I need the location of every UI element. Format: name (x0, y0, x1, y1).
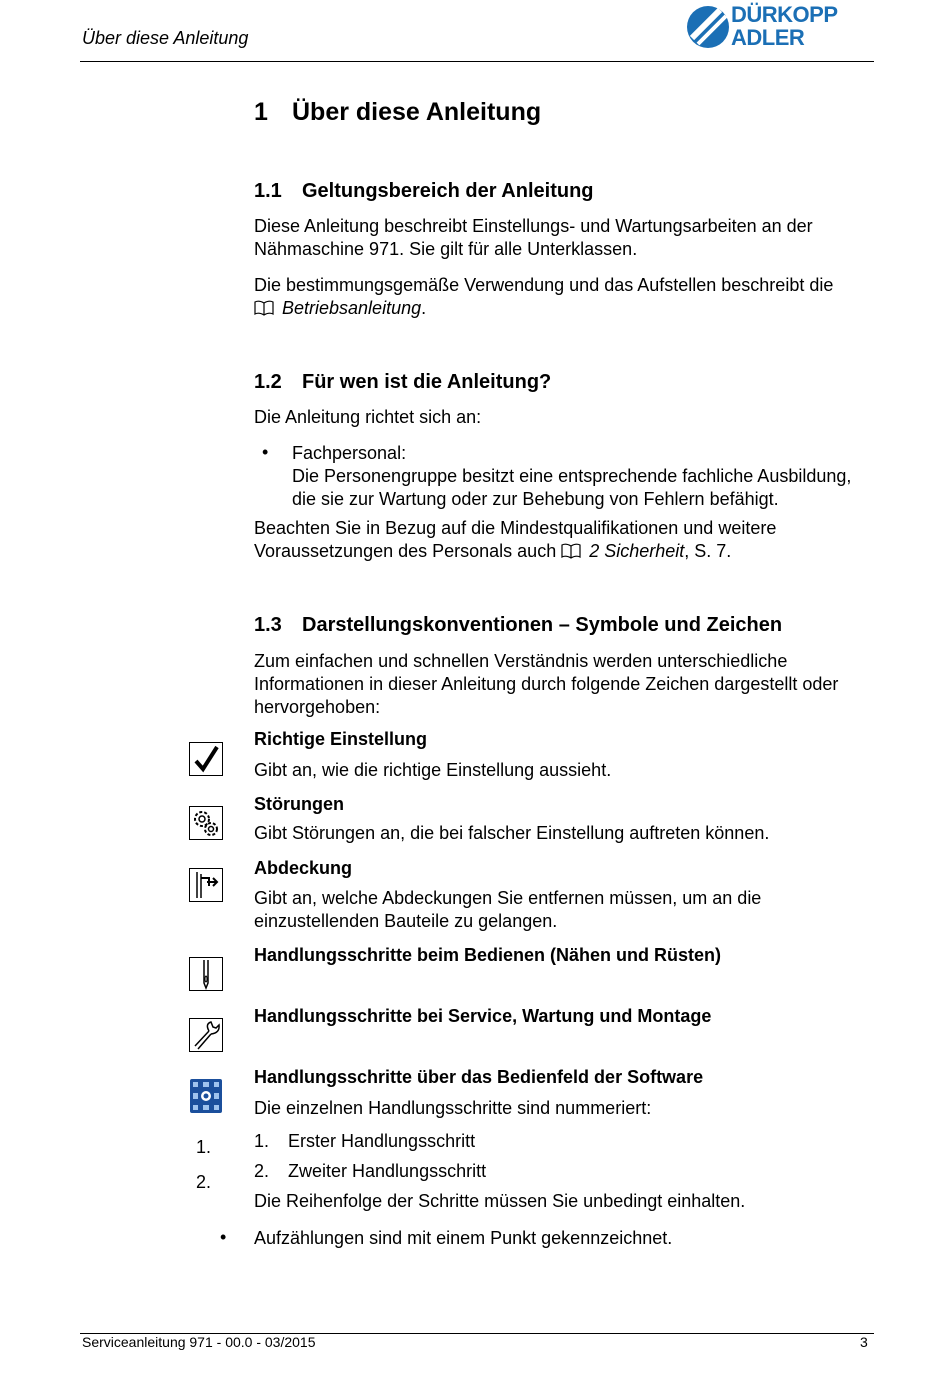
symbol-desc-stoerungen: Gibt Störungen an, die bei falscher Einstellung auftreten können. (254, 823, 770, 843)
step-item-1 (254, 1131, 475, 1152)
bullet-marker: • (220, 1227, 227, 1247)
logo-text-line1: DÜRKOPP (731, 2, 838, 27)
section-title: Darstellungskonventionen – Symbole und Zeichen (302, 614, 783, 636)
control-panel-icon (190, 1079, 222, 1113)
section-1-1-paragraph-1: Diese Anleitung beschreibt Einstellungs- und Wartungsarbeiten an der Nähmaschine 971. Sie gilt für alle Unterklassen. (254, 216, 813, 259)
bullet-text: Die Personengruppe besitzt eine entsprechende fachliche Ausbildung, die sie zur Wartung oder zur Behebung von Fehlern befähigt. (292, 466, 852, 509)
margin-number-2: 2. (196, 1172, 212, 1192)
paragraph-end: , S. 7. (684, 541, 732, 561)
step-text: Zweiter Handlungsschritt (288, 1161, 487, 1181)
footer-document-id: Serviceanleitung 971 - 00.0 - 03/2015 (82, 1334, 316, 1350)
reference-link-betriebsanleitung[interactable]: Betriebsanleitung (282, 298, 422, 318)
paragraph-end: . (421, 298, 427, 318)
section-1-2-paragraph-2 (254, 517, 872, 563)
symbol-title-service: Handlungsschritte bei Service, Wartung und Montage (254, 1006, 712, 1026)
paragraph-text: Die bestimmungsgemäße Verwendung und das Aufstellen beschreibt die (254, 275, 834, 295)
section-1-2-paragraph-1: Die Anleitung richtet sich an: (254, 407, 482, 427)
paragraph-text: Beachten Sie in Bezug auf die Mindestqualifikationen und weitere Voraussetzungen des Personals auch (254, 518, 777, 561)
symbol-title-software: Handlungsschritte über das Bedienfeld der Software (254, 1067, 704, 1087)
chapter-heading (254, 98, 541, 127)
section-title: Geltungsbereich der Anleitung (302, 180, 594, 202)
step-number: 1. (254, 1131, 270, 1151)
margin-number-1: 1. (196, 1137, 212, 1157)
chapter-title: Über diese Anleitung (292, 98, 542, 126)
symbol-title-richtige-einstellung: Richtige Einstellung (254, 729, 428, 749)
bullet-item-fachpersonal (292, 442, 872, 511)
symbol-desc-richtige-einstellung: Gibt an, wie die richtige Einstellung aussieht. (254, 760, 612, 780)
header-rule (80, 61, 874, 62)
bullet-label: Fachpersonal: (292, 443, 407, 463)
symbol-desc-abdeckung: Gibt an, welche Abdeckungen Sie entfernen müssen, um an die einzustellenden Bauteile zu gelangen. (254, 888, 762, 931)
step-number: 2. (254, 1161, 270, 1181)
section-number: 1.2 (254, 371, 282, 393)
duerkopp-adler-logo (686, 4, 870, 50)
section-1-1-heading (254, 180, 594, 203)
bullet-marker: • (262, 442, 269, 462)
gears-icon (189, 806, 223, 840)
cover-icon (189, 868, 223, 902)
checkmark-icon (189, 742, 223, 776)
book-reference-icon (561, 543, 581, 559)
book-reference-icon (254, 300, 274, 316)
logo-text-line2: ADLER (731, 25, 805, 50)
symbol-title-bedienen: Handlungsschritte beim Bedienen (Nähen und Rüsten) (254, 945, 722, 965)
logo-mark-icon (686, 4, 730, 50)
step-text: Erster Handlungsschritt (288, 1131, 476, 1151)
step-order-note: Die Reihenfolge der Schritte müssen Sie unbedingt einhalten. (254, 1191, 746, 1211)
section-number: 1.1 (254, 180, 282, 202)
chapter-number: 1 (254, 98, 268, 126)
section-1-3-heading (254, 614, 782, 637)
section-number: 1.3 (254, 614, 282, 636)
step-item-2 (254, 1161, 486, 1182)
reference-link-sicherheit[interactable]: 2 Sicherheit (589, 541, 685, 561)
symbol-desc-software: Die einzelnen Handlungsschritte sind nummeriert: (254, 1098, 652, 1118)
running-header-title: Über diese Anleitung (82, 28, 249, 48)
needle-icon (189, 957, 223, 991)
symbol-title-abdeckung: Abdeckung (254, 858, 353, 878)
bullet-note: Aufzählungen sind mit einem Punkt gekennzeichnet. (254, 1228, 673, 1248)
section-1-2-heading (254, 371, 551, 394)
page-number: 3 (860, 1334, 868, 1350)
symbol-title-stoerungen: Störungen (254, 794, 344, 814)
section-1-3-intro: Zum einfachen und schnellen Verständnis werden unterschiedliche Informationen in dieser Anleitung durch folgende Zeichen dargestellt oder hervorgehoben: (254, 651, 839, 717)
wrench-icon (189, 1018, 223, 1052)
section-1-1-paragraph-2 (254, 274, 872, 320)
section-title: Für wen ist die Anleitung? (302, 371, 552, 393)
